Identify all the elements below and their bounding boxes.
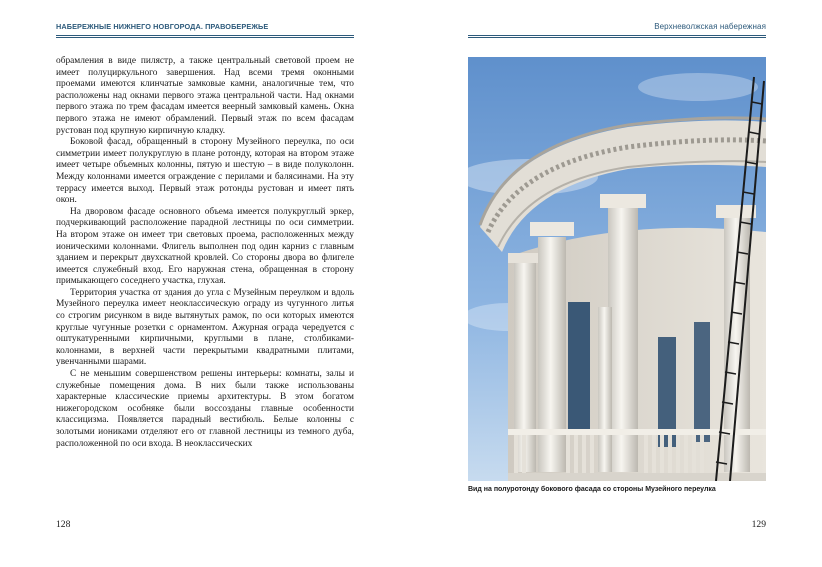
header-rule-right (468, 35, 766, 38)
right-page (411, 0, 822, 567)
paragraph-1: обрамления в виде пилястр, а также центральный световой проем не имеет полуциркульного завершения. Над всеми тремя оконными проемами имеются клинчатые замковые камни, аналогичные тем, что расположены над окнами первого этажа центральной части. Над окнами первого этажа по трем фасадам имеется веерный замковый камень. Окна первого этажа не имеют обрамлений. Первый этаж по всем фасадам рустован под крупную кирпичную кладку. (56, 56, 354, 136)
running-head-left: НАБЕРЕЖНЫЕ НИЖНЕГО НОВГОРОДА. ПРАВОБЕРЕЖЬЕ (56, 22, 269, 31)
body-text (56, 56, 354, 450)
paragraph-4: Территория участка от здания до угла с Музейным переулком и вдоль Музейного переулка имеет неоклассическую ограду из чугунного литья со строгим рисунком в виде вытянутых рамок, по оси которых имеются круглые чугунные розетки с орнаментом. Ажурная ограда чередуется с оштукатуренными кирпичными, круглыми в плане, столбиками-колоннами, в верхней части перекрытыми квадратными плитами, увенчанными шарами. (56, 287, 354, 368)
paragraph-2: Боковой фасад, обращенный в сторону Музейного переулка, по оси симметрии имеет полукруглую в плане ротонду, которая на втором этаже имеет четыре объемных колонны, пятую и шестую – в виде полуколонн. Между колоннами имеется ограждение с перилами и балясинами. На эту террасу имеется выход. Первый этаж ротонды рустован и имеет пять окон. (56, 137, 354, 206)
rotunda-photo (468, 57, 766, 481)
paragraph-3: На дворовом фасаде основного объема имеется полукруглый эркер, подчеркивающий расположение парадной лестницы по оси симметрии. На втором этаже он имеет три световых проема, расположенных между ионическими колоннами. Флигель выполнен под один карниз с главным зданием и перекрыт двухскатной кровлей. Со стороны двора во флигеле имеется служебный вход. Его наружная стена, обращенная в сторону примыкающего соседнего участка, глухая. (56, 206, 354, 287)
photo-caption: Вид на полуротонду бокового фасада со стороны Музейного переулка (468, 486, 716, 493)
paragraph-5: С не меньшим совершенством решены интерьеры: комнаты, залы и служебные помещения дома. В них были также использованы характерные классические приемы архитектуры. В этом богатом нижегородском особняке были воссозданы главные особенности классицизма. Появляется парадный вестибюль. Белые колонны с золотыми иониками отделяют его от главной лестницы из темного дуба, расположенной по оси входа. В неоклассических (56, 369, 354, 449)
page-number-left: 128 (56, 519, 71, 530)
running-head-right: Верхневолжская набережная (654, 22, 766, 31)
page-number-right: 129 (751, 519, 766, 530)
header-rule-left (56, 35, 354, 38)
